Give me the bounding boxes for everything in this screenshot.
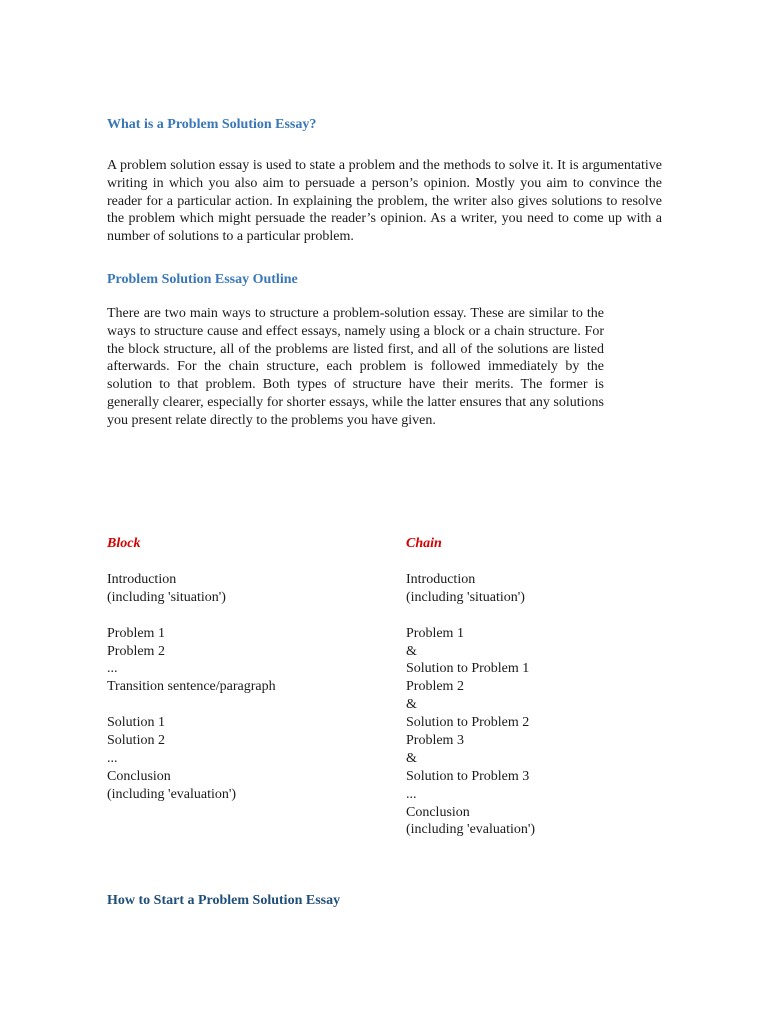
block-outline-line: ... [107,661,118,677]
block-structure-column [107,535,387,804]
block-outline-line: (including 'evaluation') [107,786,237,802]
chain-outline-line: Problem 3 [406,733,464,749]
chain-outline-line: (including 'situation') [406,589,525,605]
block-outline-line: Conclusion [107,768,171,784]
chain-outline-line: Conclusion [406,804,470,820]
chain-outline-line: ... [406,786,417,802]
block-title: Block [107,536,141,551]
chain-outline-line: Solution to Problem 2 [406,715,530,731]
block-outline-line: Problem 1 [107,625,165,641]
chain-outline-line: & [406,697,417,713]
heading-outline: Problem Solution Essay Outline [107,272,298,287]
block-outline-line: Problem 2 [107,643,165,659]
structure-paragraph: There are two main ways to structure a problem-solution essay. These are similar to the ways to structure cause and effect essays, namely using a block or a chain structure. For the block structure, all of the problems are listed first, and all of the solutions are listed afterwards. For the chain structure, each problem is followed immediately by the solution to that problem. Both types of structure have their merits. The former is generally clearer, especially for shorter essays, while the latter ensures that any solutions you present relate directly to the problems you have given. [107,306,604,428]
chain-outline-line: & [406,750,417,766]
block-outline-line: ... [107,750,118,766]
chain-outline-line: (including 'evaluation') [406,822,536,838]
block-outline-line: Transition sentence/paragraph [107,679,276,695]
heading-what-is: What is a Problem Solution Essay? [107,117,317,132]
chain-outline-line: & [406,643,417,659]
block-outline-line: Introduction [107,572,177,587]
chain-lines [406,571,686,839]
chain-outline-line: Introduction [406,572,476,587]
intro-paragraph: A problem solution essay is used to state a problem and the methods to solve it. It is argumentative writing in which you also aim to persuade a person’s opinion. Mostly you aim to convince the reader for a particular action. In explaining the problem, the writer also gives solutions to resolve the problem which might persuade the reader’s opinion. As a writer, you need to come up with a number of solutions to a particular problem. [107,158,662,245]
chain-structure-column [406,535,686,839]
block-lines [107,571,387,804]
chain-outline-line: Problem 2 [406,679,464,695]
heading-how-to-start: How to Start a Problem Solution Essay [107,893,341,908]
chain-outline-line [406,607,686,625]
block-outline-line [107,607,387,625]
chain-outline-line: Problem 1 [406,625,464,641]
block-outline-line: Solution 2 [107,733,165,749]
block-outline-line [107,696,387,714]
chain-title: Chain [406,536,442,551]
block-outline-line: (including 'situation') [107,589,226,605]
chain-outline-line: Solution to Problem 1 [406,661,530,677]
block-outline-line: Solution 1 [107,715,165,731]
chain-outline-line: Solution to Problem 3 [406,768,530,784]
